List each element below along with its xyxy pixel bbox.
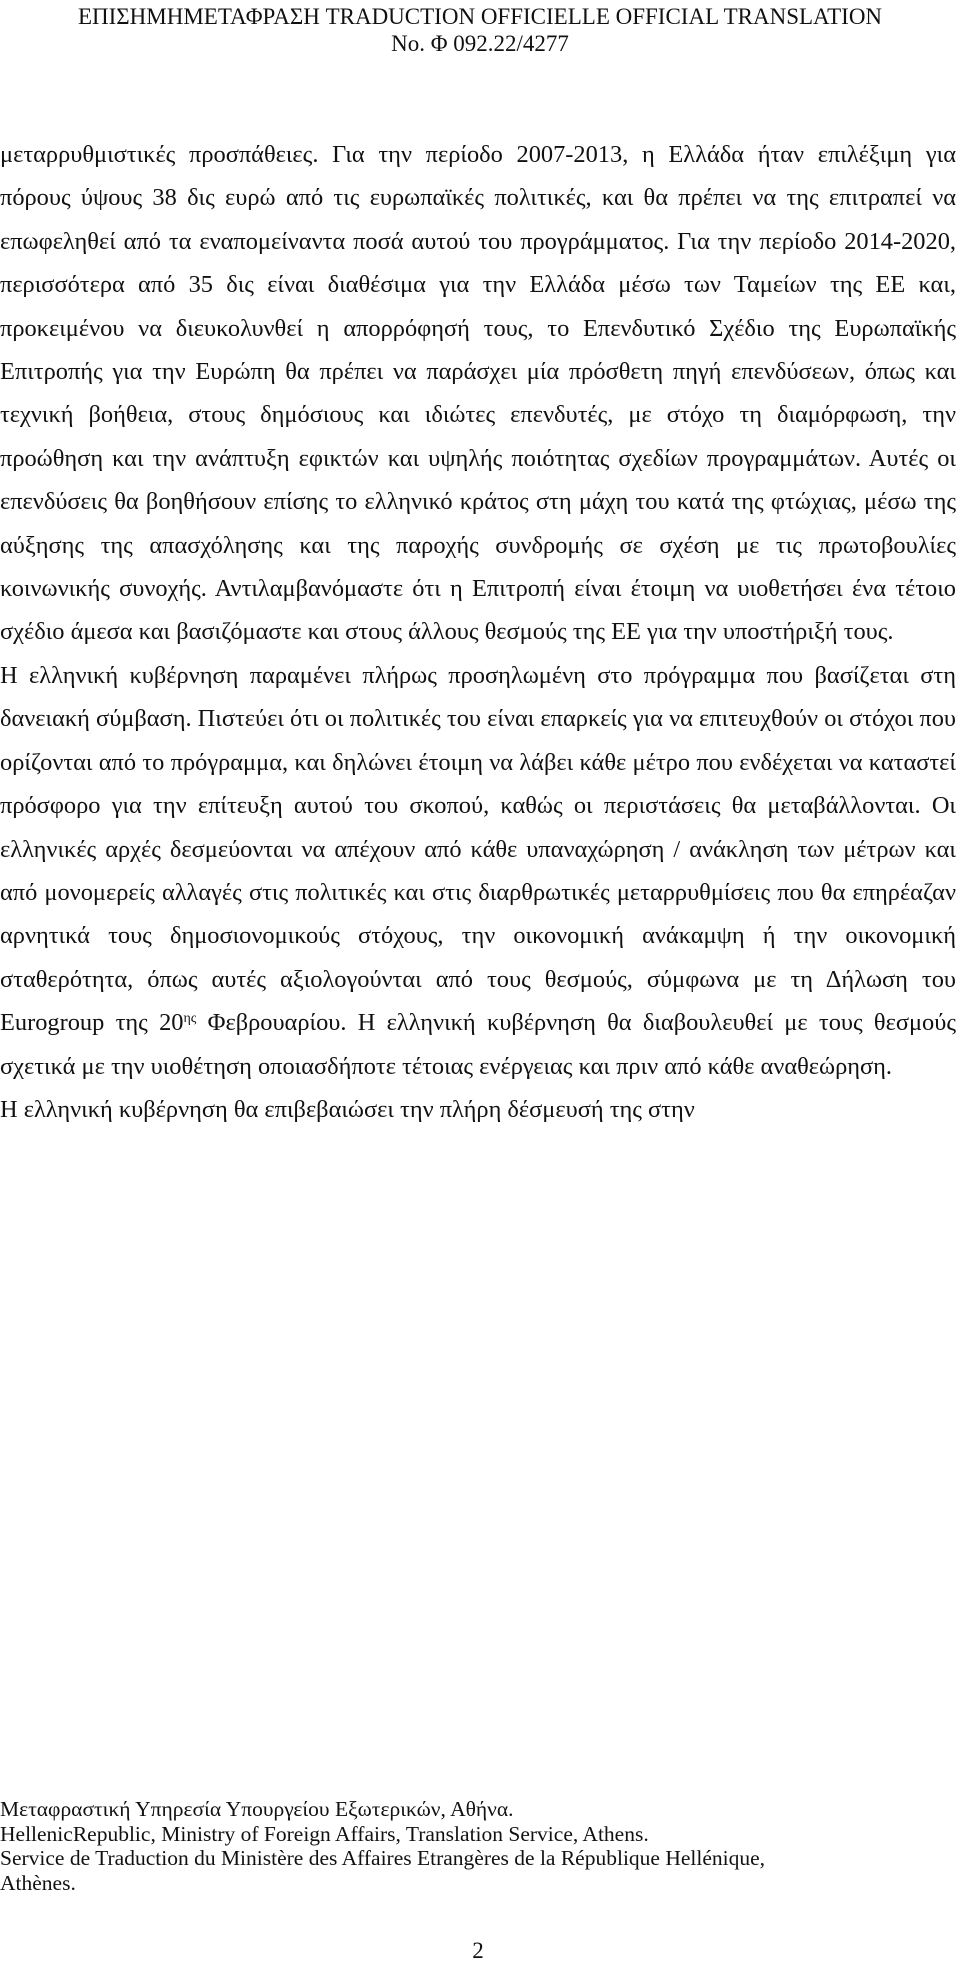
footer-line-greek: Μεταφραστική Υπηρεσία Υπουργείου Εξωτερικών, Αθήνα.	[0, 1797, 514, 1821]
footer-line-city: Athènes.	[0, 1870, 76, 1895]
document-body	[0, 133, 956, 1131]
commitment-text-start: Η ελληνική κυβέρνηση παραμένει πλήρως προσηλωμένη στο πρόγραμμα που βασίζεται στη δανειακή σύμβαση. Πιστεύει ότι οι πολιτικές του είναι επαρκείς για να επιτευχθούν οι στόχοι που ορίζονται από το πρόγραμμα, και δηλώνει έτοιμη να λάβει κάθε μέτρο που ενδέχεται να καταστεί πρόσφορο για την επίτευξη αυτού του σκοπού, καθώς οι περιστάσεις θα μεταβάλλονται. Οι ελληνικές αρχές δεσμεύονται να απέχουν από κάθε υπαναχώρηση / ανάκληση των μέτρων και από μονομερείς αλλαγές στις πολιτικές και στις διαρθρωτικές μεταρρυθμίσεις που θα επηρέαζαν αρνητικά τους δημοσιονομικούς στόχους, την οικονομική ανάκαμψη ή την οικονομική σταθερότητα, όπως αυτές αξιολογούνται από τους θεσμούς, σύμφωνα με τη Δήλωση του Eurogroup της 20	[0, 661, 956, 1037]
page-number: 2	[472, 1938, 484, 1963]
commitment-text-end: Φεβρουαρίου. Η ελληνική κυβέρνηση θα διαβουλευθεί με τους θεσμούς σχετικά με την υιοθέτηση οποιασδήποτε τέτοιας ενέργειας και πριν από κάθε αναθεώρηση.	[0, 1009, 956, 1080]
official-translation-title: ΕΠΙΣΗΜΗΜΕΤΑΦΡΑΣΗ TRADUCTION OFFICIELLE OFFICIAL TRANSLATION	[77, 4, 883, 29]
paragraph-government-commitment	[0, 654, 956, 1088]
document-reference-number: No. Φ 092.22/4277	[391, 31, 569, 56]
footer-line-french: Service de Traduction du Ministère des Affaires Etrangères de la République Hellénique,	[0, 1846, 766, 1870]
translation-service-footer	[0, 1797, 956, 1895]
document-header	[0, 0, 960, 57]
footer-line-english: HellenicRepublic, Ministry of Foreign Affairs, Translation Service, Athens.	[0, 1821, 649, 1846]
paragraph-confirmation: Η ελληνική κυβέρνηση θα επιβεβαιώσει την πλήρη δέσμευσή της στην	[0, 1095, 695, 1123]
ordinal-superscript: ης	[183, 1011, 197, 1027]
paragraph-reform-funding: μεταρρυθμιστικές προσπάθειες. Για την περίοδο 2007-2013, η Ελλάδα ήταν επιλέξιμη για πόρους ύψους 38 δις ευρώ από τις ευρωπαϊκές πολιτικές, και θα πρέπει να της επιτραπεί να επωφεληθεί από τα εναπομείναντα ποσά αυτού του προγράμματος. Για την περίοδο 2014-2020, περισσότερα από 35 δις είναι διαθέσιμα για την Ελλάδα μέσω των Ταμείων της ΕΕ και, προκειμένου να διευκολυνθεί η απορρόφησή τους, το Επενδυτικό Σχέδιο της Ευρωπαϊκής Επιτροπής για την Ευρώπη θα πρέπει να παράσχει μία πρόσθετη πηγή επενδύσεων, όπως και τεχνική βοήθεια, στους δημόσιους και ιδιώτες επενδυτές, με στόχο τη διαμόρφωση, την προώθηση και την ανάπτυξη εφικτών και υψηλής ποιότητας σχεδίων προγραμμάτων. Αυτές οι επενδύσεις θα βοηθήσουν επίσης το ελληνικό κράτος στη μάχη του κατά της φτώχιας, μέσω της αύξησης της απασχόλησης και της παροχής συνδρομής σε σχέση με τις πρωτοβουλίες κοινωνικής συνοχής. Αντιλαμβανόμαστε ότι η Επιτροπή είναι έτοιμη να υιοθετήσει ένα τέτοιο σχέδιο άμεσα και βασιζόμαστε και στους άλλους θεσμούς της ΕΕ για την υποστήριξή τους.	[0, 141, 956, 646]
